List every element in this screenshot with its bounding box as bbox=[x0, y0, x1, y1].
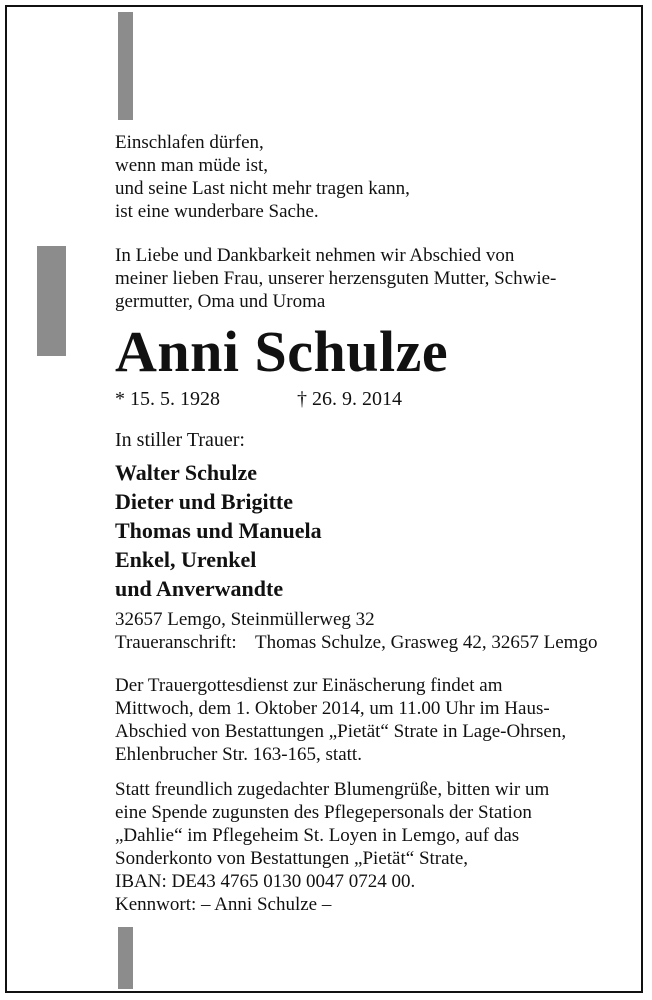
intro-line: meiner lieben Frau, unserer herzensguten Mutter, Schwie- bbox=[115, 268, 557, 289]
mourner-name: Thomas und Manuela bbox=[115, 518, 322, 543]
decorative-bar-top bbox=[118, 12, 133, 120]
mourner-name: Dieter und Brigitte bbox=[115, 489, 294, 514]
service-line: Ehlenbrucher Str. 163-165, statt. bbox=[115, 744, 362, 765]
donation-line: „Dahlie“ im Pflegeheim St. Loyen in Lemgo, auf das bbox=[115, 825, 520, 846]
poem-line: wenn man müde ist, bbox=[115, 155, 269, 176]
donation-line: IBAN: DE43 4765 0130 0047 0724 00. bbox=[115, 871, 416, 892]
mourning-address: Thomas Schulze, Grasweg 42, 32657 Lemgo bbox=[255, 632, 598, 653]
poem-line: und seine Last nicht mehr tragen kann, bbox=[115, 178, 410, 199]
donation-line: Kennwort: – Anni Schulze – bbox=[115, 894, 332, 915]
service-line: Abschied von Bestattungen „Pietät“ Strate in Lage-Ohrsen, bbox=[115, 721, 567, 742]
decorative-bar-left bbox=[37, 246, 66, 356]
address-block bbox=[115, 608, 597, 654]
service-info bbox=[115, 674, 566, 766]
mourners-list bbox=[115, 458, 322, 603]
decorative-bar-bottom bbox=[118, 927, 133, 989]
poem-line: Einschlafen dürfen, bbox=[115, 132, 264, 153]
mourner-name: Enkel, Urenkel bbox=[115, 547, 257, 572]
birth-date: * 15. 5. 1928 bbox=[115, 388, 220, 410]
donation-line: eine Spende zugunsten des Pflegepersonals der Station bbox=[115, 802, 532, 823]
donation-line: Sonderkonto von Bestattungen „Pietät“ Strate, bbox=[115, 848, 469, 869]
service-line: Mittwoch, dem 1. Oktober 2014, um 11.00 Uhr im Haus- bbox=[115, 698, 550, 719]
intro-line: germutter, Oma und Uroma bbox=[115, 291, 326, 312]
mourner-name: und Anverwandte bbox=[115, 576, 284, 601]
donation-line: Statt freundlich zugedachter Blumengrüße, bitten wir um bbox=[115, 779, 550, 800]
deceased-name: Anni Schulze bbox=[115, 319, 449, 384]
poem-line: ist eine wunderbare Sache. bbox=[115, 201, 319, 222]
intro-text bbox=[115, 244, 556, 313]
donation-info bbox=[115, 778, 549, 916]
death-date: † 26. 9. 2014 bbox=[297, 388, 402, 410]
mourning-address-line bbox=[115, 631, 597, 654]
mourning-label: In stiller Trauer: bbox=[115, 429, 245, 451]
poem bbox=[115, 131, 410, 223]
home-address: 32657 Lemgo, Steinmüllerweg 32 bbox=[115, 609, 375, 630]
mourner-name: Walter Schulze bbox=[115, 460, 257, 485]
service-line: Der Trauergottesdienst zur Einäscherung findet am bbox=[115, 675, 503, 696]
intro-line: In Liebe und Dankbarkeit nehmen wir Abschied von bbox=[115, 245, 515, 266]
mourning-address-label: Traueranschrift: bbox=[115, 632, 237, 653]
